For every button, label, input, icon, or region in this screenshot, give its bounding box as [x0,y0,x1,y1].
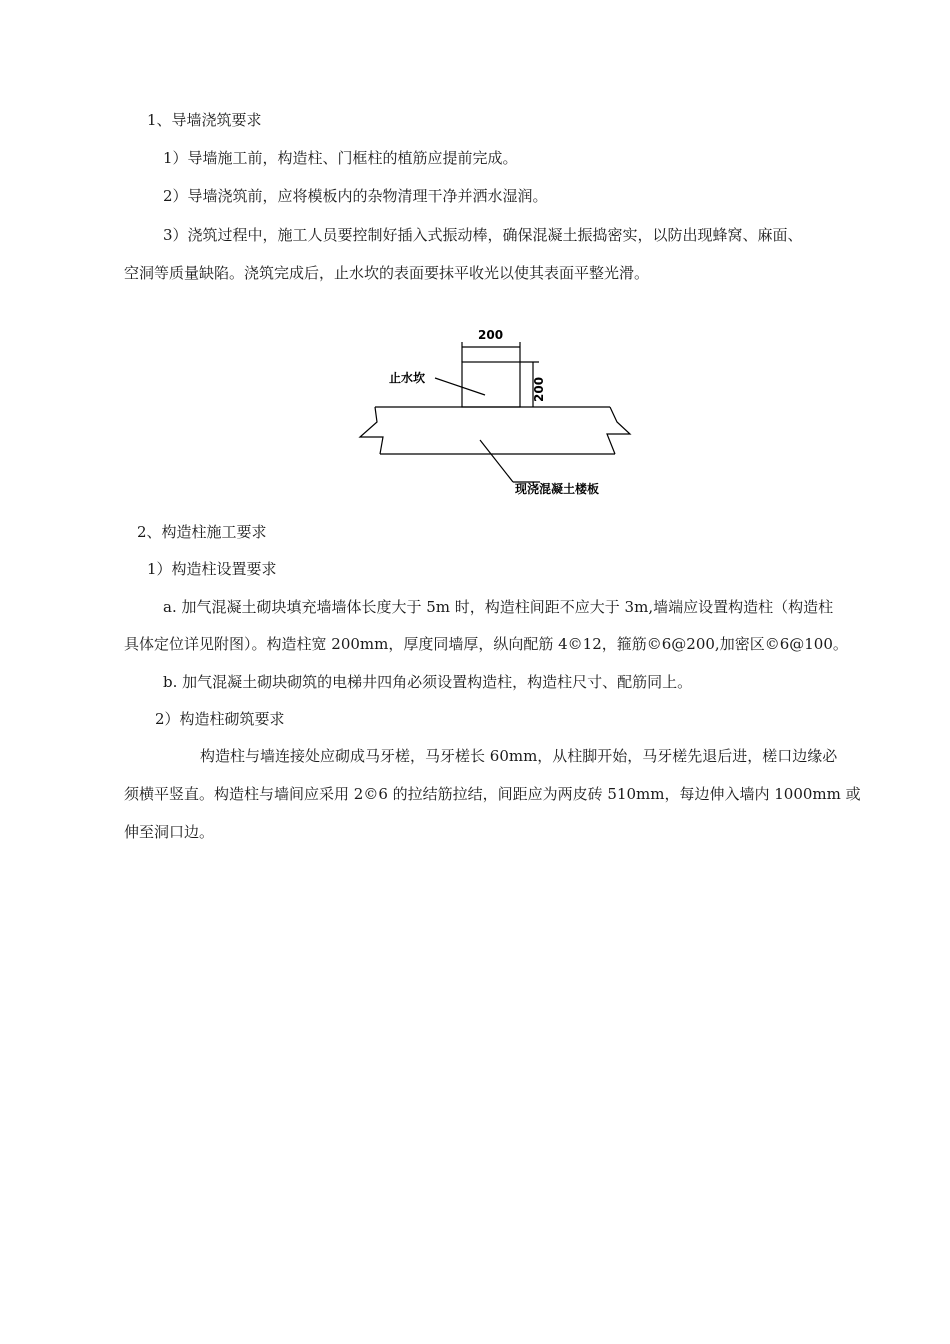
section-2-item-b: b. 加气混凝土砌块砌筑的电梯井四角必须设置构造柱，构造柱尺寸、配筋同上。 [163,673,693,691]
section-1-item-3-line-2: 空洞等质量缺陷。浇筑完成后，止水坎的表面要抹平收光以使其表面平整光滑。 [124,264,650,282]
section-1-heading: 1、导墙浇筑要求 [147,111,262,129]
water-stop-curb-diagram [355,322,640,502]
section-2-heading: 2、构造柱施工要求 [137,523,267,541]
section-2-sub-2-heading: 2）构造柱砌筑要求 [155,710,285,728]
slab-label: 现浇混凝土楼板 [515,482,600,496]
section-1-item-3-line-1: 3）浇筑过程中，施工人员要控制好插入式振动棒，确保混凝土振捣密实，以防出现蜂窝、麻面、 [163,226,803,244]
section-2-sub-1-heading: 1）构造柱设置要求 [147,560,277,578]
height-dim-label: 200 [532,376,546,402]
slab-left-break [360,407,383,454]
water-stop-curb [462,362,520,407]
section-1-item-1: 1）导墙施工前，构造柱、门框柱的植筋应提前完成。 [163,149,518,167]
section-2-item-a-line-1: a. 加气混凝土砌块填充墙墙体长度大于 5m 时，构造柱间距不应大于 3m,墙端应设置构造柱（构造柱 [163,598,834,616]
slab-leader [480,440,513,482]
section-2-paragraph-line-1: 构造柱与墙连接处应砌成马牙槎，马牙槎长 60mm，从柱脚开始，马牙槎先退后进，槎口边缘必 [200,747,838,765]
section-2-item-a-line-2: 具体定位详见附图）。构造柱宽 200mm，厚度同墙厚，纵向配筋 4©12，箍筋©6@200,加密区©6@100。 [124,635,848,653]
curb-leader [435,378,485,395]
curb-label: 止水坎 [389,371,426,385]
section-2-paragraph-line-2: 须横平竖直。构造柱与墙间应采用 2©6 的拉结筋拉结，间距应为两皮砖 510mm，每边伸入墙内 1000mm 或 [124,785,861,803]
slab-right-break [607,407,630,454]
width-dim-label: 200 [478,328,504,342]
section-2-paragraph-line-3: 伸至洞口边。 [124,823,215,841]
section-1-item-2: 2）导墙浇筑前，应将模板内的杂物清理干净并洒水湿润。 [163,187,548,205]
